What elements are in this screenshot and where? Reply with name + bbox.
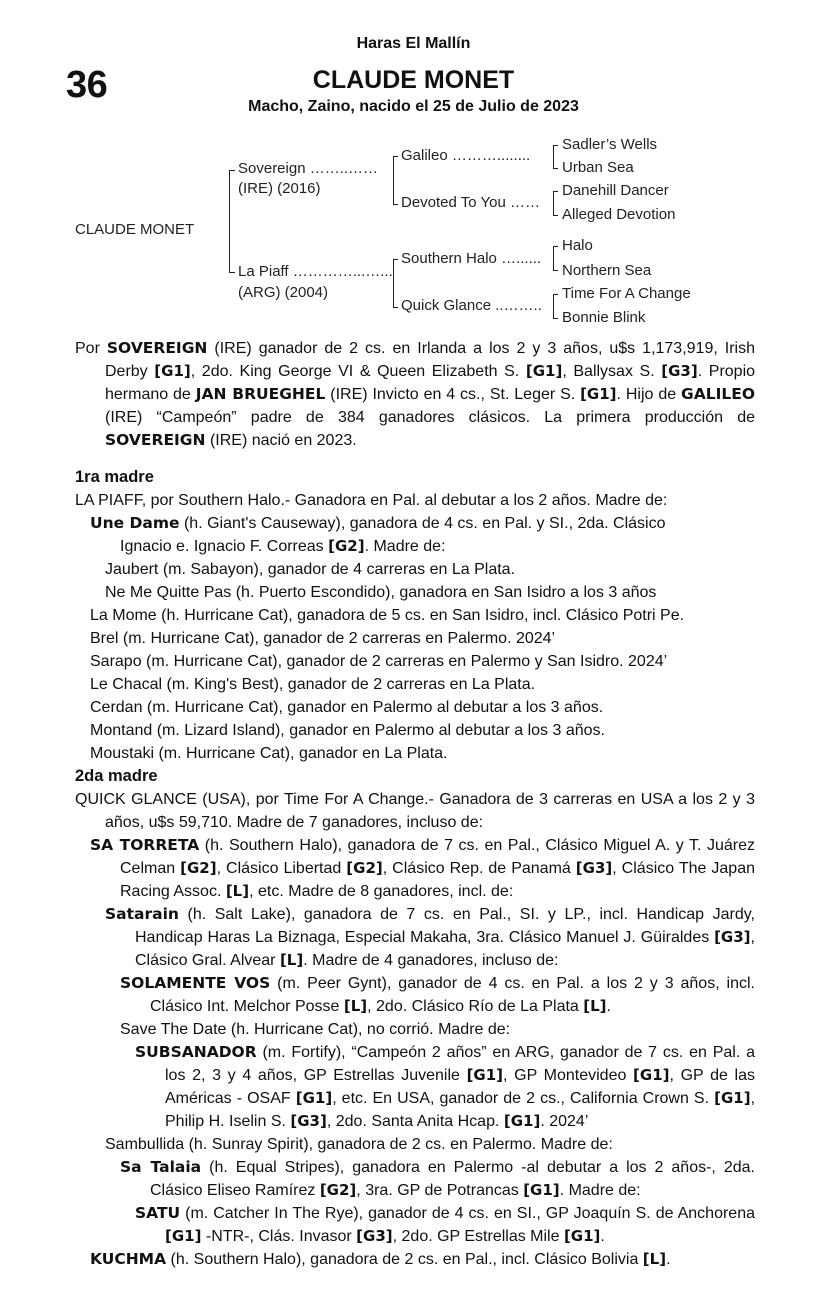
pedigree-subject: CLAUDE MONET xyxy=(75,221,195,238)
solamente-vos-entry: SOLAMENTE VOS (m. Peer Gynt), ganador de 4 cs. en Pal. a los 2 y 3 años, incl. Clásico Int. Melchor Posse [L], 2do. Clásico Río de La Plata [L]. xyxy=(120,974,755,1015)
pedigree-dam-dam: Quick Glance ..…….. xyxy=(401,297,542,314)
pedigree-sire-sire: Galileo ………........ xyxy=(401,147,531,164)
second-dam-intro: QUICK GLANCE (USA), por Time For A Change.- Ganadora de 3 carreras en USA a los 2 y 3 años, u$s 59,710. Madre de 7 ganadores, incluso de: xyxy=(75,791,755,831)
first-dam-intro: LA PIAFF, por Southern Halo.- Ganadora en Pal. al debutar a los 2 años. Madre de: xyxy=(75,492,668,509)
sa-talaia-entry: Sa Talaia (h. Equal Stripes), ganadora en Palermo -al debutar a los 2 años-, 2da. Clásico Eliseo Ramírez [G2], 3ra. GP de Potrancas [G1]. Madre de: xyxy=(120,1158,755,1199)
list-item: La Mome (h. Hurricane Cat), ganadora de 5 cs. en San Isidro, incl. Clásico Potri Pe. xyxy=(90,607,685,624)
save-the-date-entry: Save The Date (h. Hurricane Cat), no corrió. Madre de: xyxy=(120,1021,511,1038)
satu-block xyxy=(75,1202,755,1248)
pedigree-ggp-1: Sadler’s Wells xyxy=(562,136,658,153)
une-dame-entry: Une Dame (h. Giant's Causeway), ganadora de 4 cs. en Pal. y SI., 2da. Clásico xyxy=(90,514,666,532)
kuchma-entry: KUCHMA (h. Southern Halo), ganadora de 2 cs. en Pal., incl. Clásico Bolivia [L]. xyxy=(90,1250,671,1268)
sa-talaia-block xyxy=(75,1156,755,1202)
subsanador-entry: SUBSANADOR (m. Fortify), “Campeón 2 años” en ARG, ganador de 7 cs. en Pal. a los 2, 3 y 4 años, GP Estrellas Juvenile [G1], GP Montevideo [G1], GP de las Américas - OSAF [G1], etc. En USA, ganador de 2 cs., California Crown S. [G1], Philip H. Iselin S. [G3], 2do. Santa Anita Hcap. [G1]. 2024’ xyxy=(135,1043,756,1130)
pedigree-ggp-4: Alleged Devotion xyxy=(562,206,676,223)
list-item: Le Chacal (m. King's Best), ganador de 2 carreras en La Plata. xyxy=(90,676,536,693)
pedigree-sire-info: (IRE) (2016) xyxy=(238,180,321,197)
solamente-vos-block xyxy=(75,972,755,1018)
pedigree-ggp-3: Danehill Dancer xyxy=(562,182,669,199)
list-item: Moustaki (m. Hurricane Cat), ganador en La Plata. xyxy=(90,745,448,762)
lot-number: 36 xyxy=(66,64,108,106)
une-dame-entry-cont: Ignacio e. Ignacio F. Correas [G2]. Madre de: xyxy=(120,537,446,555)
sambullida-entry: Sambullida (h. Sunray Spirit), ganadora de 2 cs. en Palermo. Madre de: xyxy=(105,1136,613,1153)
horse-name: CLAUDE MONET xyxy=(312,66,515,94)
satu-entry: SATU (m. Catcher In The Rye), ganador de 4 cs. en SI., GP Joaquín S. de Anchorena [G1] -NTR-, Clás. Invasor [G3], 2do. GP Estrellas Mile [G1]. xyxy=(135,1204,755,1245)
list-item: Jaubert (m. Sabayon), ganador de 4 carreras en La Plata. xyxy=(105,561,516,578)
subsanador-block xyxy=(75,1041,755,1133)
horse-subtitle: Macho, Zaino, nacido el 25 de Julio de 2023 xyxy=(248,98,579,115)
sa-torreta-entry: SA TORRETA (h. Southern Halo), ganadora de 7 cs. en Pal., Clásico Miguel A. y T. Juárez Celman [G2], Clásico Libertad [G2], Clásico Rep. de Panamá [G3], Clásico The Japan Racing Assoc. [L], etc. Madre de 8 ganadores, incl. de: xyxy=(90,836,755,900)
list-item: Ne Me Quitte Pas (h. Puerto Escondido), ganadora en San Isidro a los 3 años xyxy=(105,584,657,601)
catalog-text xyxy=(75,337,755,1271)
sa-torreta-block xyxy=(75,834,755,903)
haras-name: Haras El Mallín xyxy=(356,35,471,52)
sire-paragraph: Por SOVEREIGN (IRE) ganador de 2 cs. en Irlanda a los 2 y 3 años, u$s 1,173,919, Irish Derby [G1], 2do. King George VI & Queen Elizabeth S. [G1], Ballysax S. [G3]. Propio hermano de JAN BRUEGHEL (IRE) Invicto en 4 cs., St. Leger S. [G1]. Hijo de GALILEO (IRE) “Campeón” padre de 384 ganadores clásicos. La primera producción de SOVEREIGN (IRE) nació en 2023. xyxy=(75,339,756,449)
second-dam-heading: 2da madre xyxy=(75,767,158,785)
pedigree-sire-dam: Devoted To You …… xyxy=(401,194,540,211)
first-dam-heading: 1ra madre xyxy=(75,468,154,486)
pedigree-dam-info: (ARG) (2004) xyxy=(238,284,329,301)
list-item: Montand (m. Lizard Island), ganador en Palermo al debutar a los 3 años. xyxy=(90,722,605,739)
satarain-block xyxy=(75,903,755,972)
pedigree-ggp-8: Bonnie Blink xyxy=(562,309,646,326)
pedigree-ggp-5: Halo xyxy=(562,237,593,254)
pedigree-sire: Sovereign ……..…… xyxy=(238,160,379,177)
list-item: Brel (m. Hurricane Cat), ganador de 2 carreras en Palermo. 2024’ xyxy=(90,630,556,647)
pedigree-ggp-7: Time For A Change xyxy=(562,285,691,302)
list-item: Sarapo (m. Hurricane Cat), ganador de 2 carreras en Palermo y San Isidro. 2024’ xyxy=(90,653,668,670)
pedigree-ggp-6: Northern Sea xyxy=(562,262,652,279)
satarain-entry: Satarain (h. Salt Lake), ganadora de 7 cs. en Pal., SI. y LP., incl. Handicap Jardy, Handicap Haras La Biznaga, Especial Makaha, 3ra. Clásico Manuel J. Güiraldes [G3], Clásico Gral. Alvear [L]. Madre de 4 ganadores, incluso de: xyxy=(105,905,755,969)
list-item: Cerdan (m. Hurricane Cat), ganador en Palermo al debutar a los 3 años. xyxy=(90,699,604,716)
pedigree-dam: La Piaff …………...…... xyxy=(238,263,393,280)
pedigree-dam-sire: Southern Halo …...... xyxy=(401,250,542,267)
pedigree-ggp-2: Urban Sea xyxy=(562,159,634,176)
